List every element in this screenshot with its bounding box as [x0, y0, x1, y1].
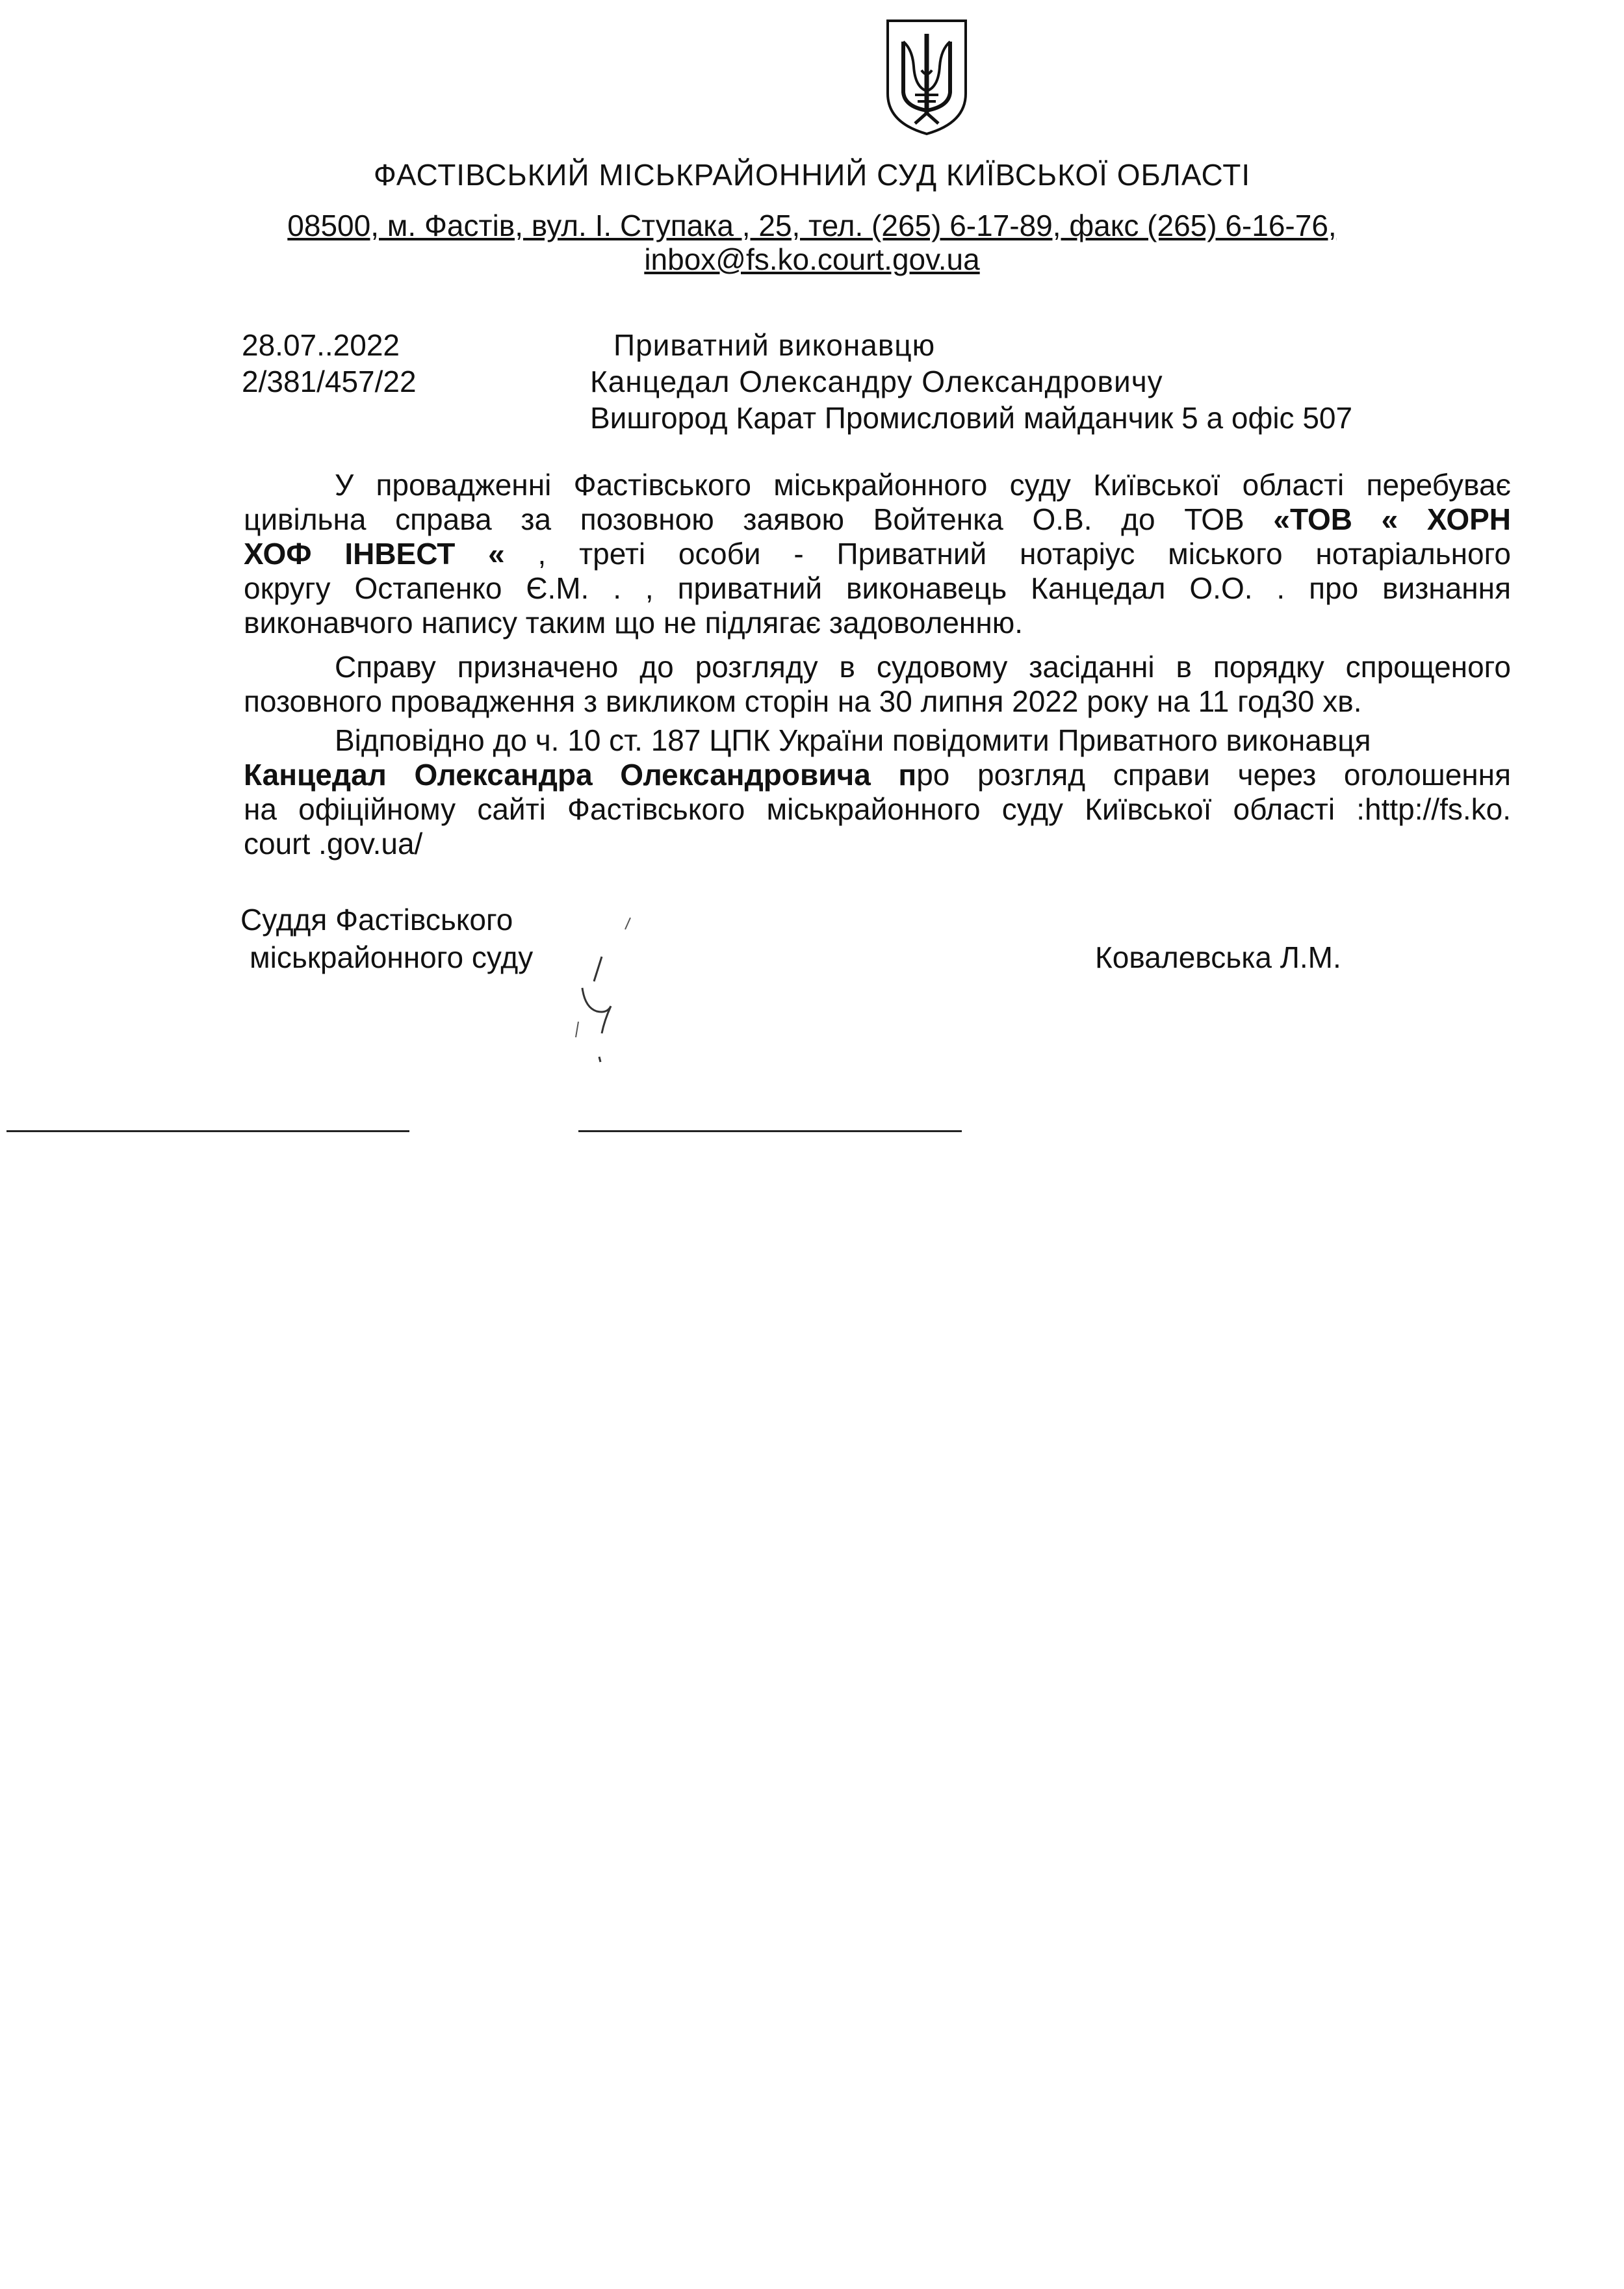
court-email: inbox@fs.ko.court.gov.ua — [644, 242, 980, 276]
bold-company-part-1: «ТОВ « ХОРН — [1273, 502, 1511, 536]
footer-divider-left — [6, 1130, 409, 1132]
body-line: округу Остапенко Є.М. . , приватний виконавець Канцедал О.О. . про визнання — [244, 571, 1511, 605]
body-line: на офіційному сайті Фастівського міськрайонного суду Київської області :http://fs.ko. — [244, 792, 1511, 826]
court-name: ФАСТІВСЬКИЙ МІСЬКРАЙОННИЙ СУД КИЇВСЬКОЇ ОБЛАСТІ — [373, 158, 1251, 192]
judge-title-line-1: Суддя Фастівського — [240, 903, 513, 937]
handwritten-signature — [539, 910, 656, 1066]
bold-executor-name: Канцедал Олександра Олександровича п — [244, 758, 917, 792]
body-line: цивільна справа за позовною заявою Войтенка О.В. до ТОВ «ТОВ « ХОРН — [244, 502, 1511, 536]
body-line: court .gov.ua/ — [244, 827, 423, 860]
body-paragraph-1 — [244, 468, 1511, 640]
bold-company-part-2: ХОФ ІНВЕСТ « — [244, 537, 505, 571]
court-address: 08500, м. Фастів, вул. І. Ступака , 25, тел. (265) 6-17-89, факс (265) 6-16-76, — [287, 209, 1337, 242]
case-number: 2/381/457/22 — [242, 365, 417, 398]
body-line: Відповідно до ч. 10 ст. 187 ЦПК України повідомити Приватного виконавця — [335, 723, 1371, 757]
recipient-address: Вишгород Карат Промисловий майданчик 5 а офіс 507 — [590, 401, 1353, 435]
tryzub-coat-of-arms-icon — [881, 16, 972, 139]
footer-divider-right — [578, 1130, 962, 1132]
body-line: У провадженні Фастівського міськрайонного суду Київської області перебуває — [335, 468, 1511, 502]
judge-title-line-2: міськрайонного суду — [250, 940, 534, 974]
judge-name: Ковалевська Л.М. — [1095, 940, 1341, 974]
recipient-title: Приватний виконавцю — [613, 328, 936, 362]
body-line: Канцедал Олександра Олександровича про розгляд справи через оголошення — [244, 758, 1511, 792]
letter-date: 28.07..2022 — [242, 328, 400, 362]
body-paragraph-2 — [244, 650, 1511, 719]
body-line: Справу призначено до розгляду в судовому засіданні в порядку спрощеного — [335, 650, 1511, 684]
body-line: позовного провадження з викликом сторін на 30 липня 2022 року на 11 год30 хв. — [244, 684, 1362, 718]
recipient-name: Канцедал Олександру Олександровичу — [590, 365, 1163, 398]
body-paragraph-3 — [244, 723, 1511, 861]
body-line: ХОФ ІНВЕСТ « , треті особи - Приватний нотаріус міського нотаріального — [244, 537, 1511, 571]
body-line: виконавчого напису таким що не підлягає задоволенню. — [244, 606, 1024, 640]
